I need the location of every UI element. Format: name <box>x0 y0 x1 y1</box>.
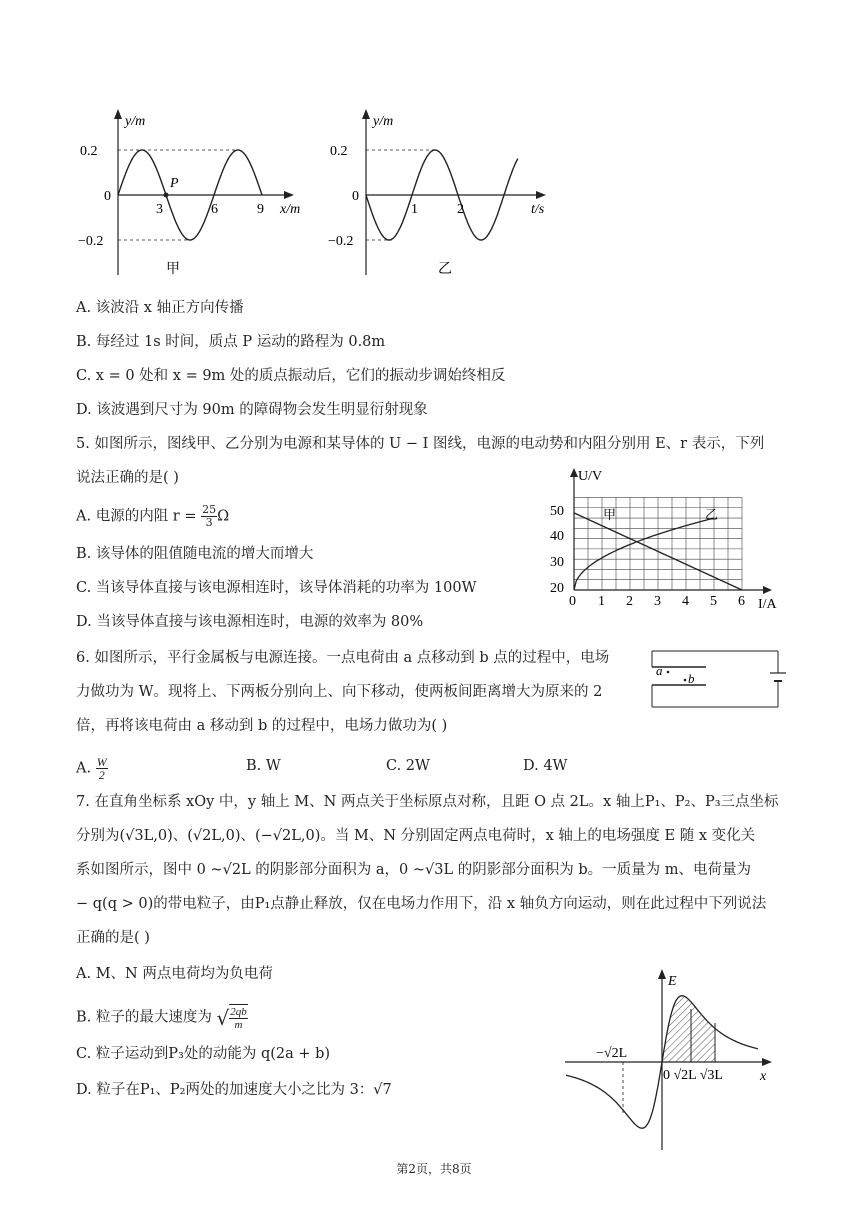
q6-option-a-label: A. <box>76 760 92 777</box>
jia-caption: 甲 <box>166 262 180 277</box>
q6-w-fraction: $\frac{W}{2}$ <box>96 755 107 782</box>
q7-option-c: C. 粒子运动到P₃处的动能为 q(2a + b) <box>76 1046 331 1062</box>
ui-ytick-50: 50 <box>550 504 564 519</box>
q6-option-a <box>76 756 108 781</box>
point-a-label: a <box>656 663 663 678</box>
ohm-unit: Ω <box>217 508 230 525</box>
q7-option-b-text: B. 粒子的最大速度为 <box>76 1009 212 1026</box>
ex-ylabel: E <box>668 974 677 989</box>
ui-xtick-0: 0 <box>569 594 576 609</box>
ui-xtick-4: 4 <box>682 594 689 609</box>
jia-ytick-bottom: −0.2 <box>78 234 104 249</box>
q5-option-a-text: A. 电源的内阻 r = <box>76 508 197 525</box>
yi-ylabel: y/m <box>373 114 394 129</box>
q6-option-d: D. 4W <box>523 758 568 774</box>
jia-ylabel: y/m <box>125 114 146 129</box>
q4-option-b: B. 每经过 1s 时间，质点 P 运动的路程为 0.8m <box>76 334 386 350</box>
ui-xtick-3: 3 <box>654 594 661 609</box>
ui-ylabel: U/V <box>578 469 603 484</box>
yi-ytick-top: 0.2 <box>330 144 348 159</box>
q5-stem-line1: 5. 如图所示，图线甲、乙分别为电源和某导体的 U − I 图线，电源的电动势和内阻分别用 E、r 表示，下列 <box>76 436 765 452</box>
ui-xlabel: I/A <box>758 597 777 612</box>
q5-option-b: B. 该导体的阻值随电流的增大而增大 <box>76 546 314 562</box>
q5-r-fraction: $\frac{25}{3}$ <box>202 503 217 529</box>
q7-stem-line1: 7. 在直角坐标系 xOy 中，y 轴上 M、N 两点关于坐标原点对称，且距 O 点 2L。x 轴上P₁、P₂、P₃三点坐标 <box>76 794 779 810</box>
q4-option-a: A. 该波沿 x 轴正方向传播 <box>76 300 244 316</box>
jia-xtick-3: 3 <box>156 202 163 217</box>
yi-xtick-2: 2 <box>457 202 464 217</box>
jia-xtick-9: 9 <box>257 202 264 217</box>
q7-option-a: A. M、N 两点电荷均为负电荷 <box>76 966 273 982</box>
q4-option-c: C. x = 0 处和 x = 9m 处的质点振动后，它们的振动步调始终相反 <box>76 368 506 384</box>
yi-caption: 乙 <box>438 262 452 277</box>
q5-option-d: D. 当该导体直接与该电源相连时，电源的效率为 80% <box>76 614 424 630</box>
q6-stem-line1: 6. 如图所示，平行金属板与电源连接。一点电荷由 a 点移动到 b 点的过程中，电场 <box>76 650 610 666</box>
q6-option-c: C. 2W <box>386 758 430 774</box>
ui-ytick-30: 30 <box>550 555 564 570</box>
jia-xtick-6: 6 <box>211 202 218 217</box>
yi-xtick-1: 1 <box>411 202 418 217</box>
q6-stem-line3: 倍，再将该电荷由 a 移动到 b 的过程中，电场力做功为( ) <box>76 718 448 734</box>
u-i-chart <box>548 462 793 612</box>
vibration-graph-yi <box>318 105 568 285</box>
q7-vmax-fraction: $\frac{2qb}{m}$ <box>230 1006 247 1031</box>
q5-option-a <box>76 504 229 529</box>
jia-ytick-zero: 0 <box>104 189 111 204</box>
wave-graph-jia <box>70 105 320 285</box>
page-footer: 第2页，共8页 <box>396 1162 472 1176</box>
q6-option-b: B. W <box>246 758 281 774</box>
yi-ytick-bottom: −0.2 <box>328 234 354 249</box>
q7-option-d: D. 粒子在P₁、P₂两处的加速度大小之比为 3：√7 <box>76 1082 392 1098</box>
capacitor-circuit <box>648 645 788 715</box>
q7-stem-line2: 分别为(√3L,0)、(√2L,0)、(−√2L,0)。当 M、N 分别固定两点电荷时，x 轴上的电场强度 E 随 x 变化关 <box>76 828 756 844</box>
ex-xlabel: x <box>760 1069 767 1084</box>
q7-stem-line5: 正确的是( ) <box>76 930 150 946</box>
ex-neg-tick: −√2L <box>596 1046 628 1061</box>
ui-xtick-1: 1 <box>598 594 605 609</box>
e-x-graph <box>560 965 785 1155</box>
ex-pos-ticks: 0 √2L √3L <box>663 1068 723 1083</box>
ui-label-yi: 乙 <box>705 507 719 522</box>
ui-xtick-6: 6 <box>738 594 745 609</box>
q4-option-d: D. 该波遇到尺寸为 90m 的障碍物会发生明显衍射现象 <box>76 402 428 418</box>
q6-stem-line2: 力做功为 W。现将上、下两板分别向上、向下移动，使两板间距离增大为原来的 2 <box>76 684 603 700</box>
jia-ytick-top: 0.2 <box>80 144 98 159</box>
ui-xtick-5: 5 <box>710 594 717 609</box>
ui-label-jia: 甲 <box>603 507 617 522</box>
q5-option-c: C. 当该导体直接与该电源相连时，该导体消耗的功率为 100W <box>76 580 477 596</box>
q7-option-b: B. 粒子的最大速度为 √ $\frac{2qb}{m}$ <box>76 1005 247 1031</box>
yi-ytick-zero: 0 <box>352 189 359 204</box>
yi-xlabel: t/s <box>531 202 545 217</box>
ui-ytick-40: 40 <box>550 529 564 544</box>
ui-ytick-20: 20 <box>550 581 564 596</box>
q7-stem-line3: 系如图所示，图中 0 ~√2L 的阴影部分面积为 a，0 ~√3L 的阴影部分面积为 b。一质量为 m、电荷量为 <box>76 862 751 878</box>
jia-xlabel: x/m <box>280 202 301 217</box>
point-b-label: b <box>688 671 695 686</box>
q5-stem-line2: 说法正确的是( ) <box>76 470 179 486</box>
q7-stem-line4: − q(q > 0)的带电粒子，由P₁点静止释放，仅在电场力作用下，沿 x 轴负方向运动，则在此过程中下列说法 <box>76 896 767 912</box>
point-P-label: P <box>170 176 179 191</box>
ui-xtick-2: 2 <box>626 594 633 609</box>
